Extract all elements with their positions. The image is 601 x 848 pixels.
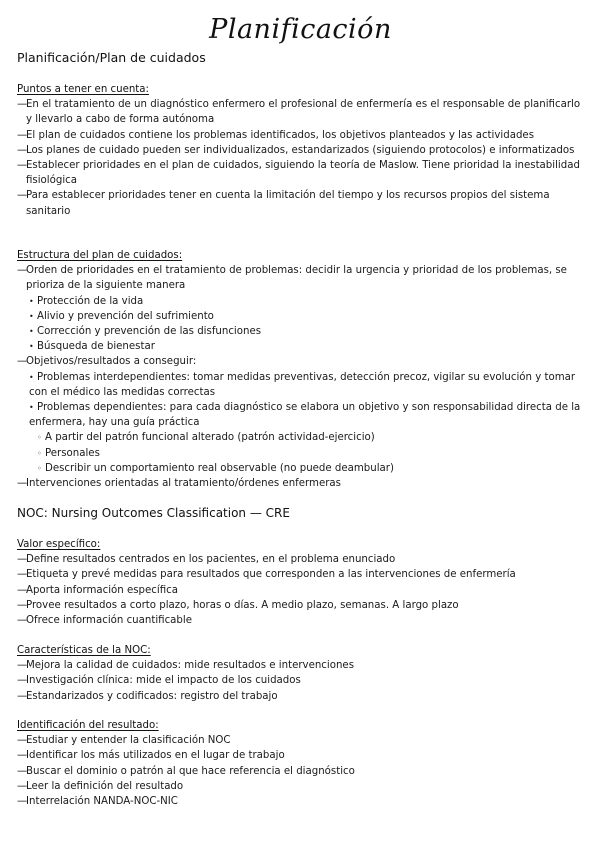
- list-item: —Intervenciones orientadas al tratamiento/órdenes enfermeras: [17, 478, 341, 490]
- list-item: —Aporta información específica: [17, 584, 178, 596]
- list-item: —Ofrece información cuantificable: [17, 615, 192, 627]
- list-item: —Investigación clínica: mide el impacto de los cuidados: [17, 675, 301, 687]
- section-caracteristicas: [17, 643, 585, 704]
- list-item: —Buscar el dominio o patrón al que hace referencia el diagnóstico: [17, 765, 355, 777]
- list-item: —Orden de prioridades en el tratamiento de problemas: decidir la urgencia y prioridad de los problemas, se prioriza de la siguiente manera: [17, 265, 567, 292]
- list-item: —El plan de cuidados contiene los problemas identificados, los objetivos planteados y las actividades: [17, 129, 534, 141]
- list-item: —Mejora la calidad de cuidados: mide resultados e intervenciones: [17, 660, 354, 672]
- list-subitem: • Protección de la vida: [29, 295, 144, 307]
- list-item: —En el tratamiento de un diagnóstico enfermero el profesional de enfermería es el responsable de planificarlo y llevarlo a cabo de forma autónoma: [17, 99, 581, 126]
- section-heading-identificacion: Identificación del resultado:: [17, 720, 159, 731]
- list-subsubitem: ◦ Describir un comportamiento real observable (no puede deambular): [37, 462, 394, 474]
- list-item: —Provee resultados a corto plazo, horas o días. A medio plazo, semanas. A largo plazo: [17, 599, 459, 611]
- section-identificacion: [17, 718, 585, 809]
- section-heading-valor: Valor específico:: [17, 539, 101, 550]
- list-subitem: • Problemas dependientes: para cada diagnóstico se elabora un objetivo y son responsabilidad directa de la enfermera, hay una guía práctica: [29, 402, 581, 429]
- section-puntos: [17, 82, 585, 219]
- list-subitem: • Búsqueda de bienestar: [29, 341, 155, 353]
- list-item: —Etiqueta y prevé medidas para resultados que corresponden a las intervenciones de enfermería: [17, 569, 516, 581]
- section-heading-caracteristicas: Características de la NOC:: [17, 645, 151, 656]
- list-subitem: • Problemas interdependientes: tomar medidas preventivas, detección precoz, vigilar su evolución y tomar con el médico las medidas correctas: [29, 371, 576, 398]
- list-subitem: • Corrección y prevención de las disfunciones: [29, 326, 262, 338]
- list-item: —Objetivos/resultados a conseguir:: [17, 356, 197, 368]
- section-heading-estructura: Estructura del plan de cuidados:: [17, 250, 183, 261]
- list-item: —Estudiar y entender la clasificación NOC: [17, 735, 231, 747]
- list-item: —Para establecer prioridades tener en cuenta la limitación del tiempo y los recursos propios del sistema sanitario: [17, 190, 550, 217]
- list-subsubitem: ◦ A partir del patrón funcional alterado (patrón actividad-ejercicio): [37, 432, 375, 444]
- list-item: —Interrelación NANDA-NOC-NIC: [17, 796, 178, 808]
- list-item: —Identificar los más utilizados en el lugar de trabajo: [17, 750, 285, 762]
- list-item: —Estandarizados y codificados: registro del trabajo: [17, 690, 278, 702]
- list-item: —Define resultados centrados en los pacientes, en el problema enunciado: [17, 554, 396, 566]
- list-item: —Leer la definición del resultado: [17, 780, 184, 792]
- list-subitem: • Alivio y prevención del sufrimiento: [29, 310, 214, 322]
- page-subtitle: Planificación/Plan de cuidados: [17, 50, 206, 65]
- page-title: Planificación: [209, 14, 392, 45]
- section-valor: [17, 537, 585, 628]
- noc-title: NOC: Nursing Outcomes Classification — CRE: [17, 506, 290, 520]
- list-subsubitem: ◦ Personales: [37, 447, 100, 459]
- section-heading-puntos: Puntos a tener en cuenta:: [17, 84, 149, 95]
- list-item: —Establecer prioridades en el plan de cuidados, siguiendo la teoría de Maslow. Tiene prioridad la inestabilidad fisiológica: [17, 160, 580, 187]
- list-item: —Los planes de cuidado pueden ser individualizados, estandarizados (siguiendo protocolos) e informatizados: [17, 144, 575, 156]
- section-estructura: [17, 248, 585, 491]
